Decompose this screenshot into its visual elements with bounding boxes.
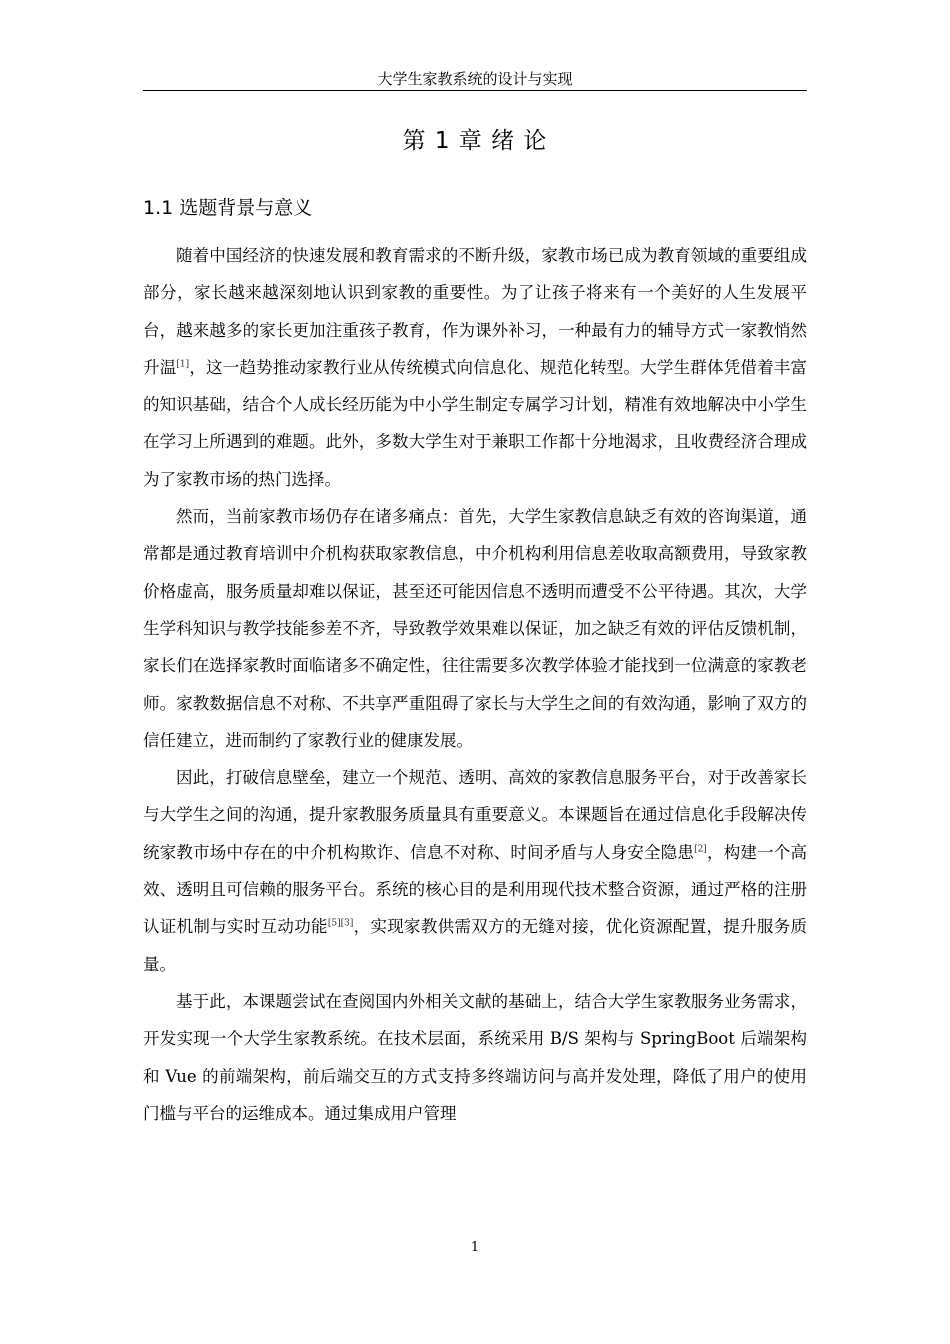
paragraph-4: 基于此，本课题尝试在查阅国内外相关文献的基础上，结合大学生家教服务业务需求，开发实现一个大学生家教系统。在技术层面，系统采用 B/S 架构与 SpringBoot 后端架构和 Vue 的前端架构，前后端交互的方式支持多终端访问与高并发处理，降低了用户的使用门槛与平台的运维成本。通过集成用户管理 bbox=[143, 991, 807, 1123]
chapter-title: 第 1 章 绪 论 bbox=[402, 128, 548, 154]
paragraph-2: 然而，当前家教市场仍存在诸多痛点：首先，大学生家教信息缺乏有效的咨询渠道，通常都是通过教育培训中介机构获取家教信息，中介机构利用信息差收取高额费用，导致家教价格虚高，服务质量却难以保证，甚至还可能因信息不透明而遭受不公平待遇。其次，大学生学科知识与教学技能参差不齐，导致教学效果难以保证，加之缺乏有效的评估反馈机制，家长们在选择家教时面临诸多不确定性，往往需要多次教学体验才能找到一位满意的家教老师。家教数据信息不对称、不共享严重阻碍了家长与大学生之间的有效沟通，影响了双方的信任建立，进而制约了家教行业的健康发展。 bbox=[143, 507, 807, 750]
citation: [5][3] bbox=[327, 918, 354, 929]
running-header: 大学生家教系统的设计与实现 bbox=[143, 68, 807, 91]
section-heading: 1.1 选题背景与意义 bbox=[143, 197, 313, 219]
page-number: 1 bbox=[470, 1240, 480, 1255]
citation: [2] bbox=[694, 844, 707, 855]
paragraph-3: 因此，打破信息壁垒，建立一个规范、透明、高效的家教信息服务平台，对于改善家长与大学生之间的沟通，提升家教服务质量具有重要意义。本课题旨在通过信息化手段解决传统家教市场中存在的中介机构欺诈、信息不对称、时间矛盾与人身安全隐患[2]，构建一个高效、透明且可信赖的服务平台。系统的核心目的是利用现代技术整合资源，通过严格的注册认证机制与实时互动功能[5][3]，实现家教供需双方的无缝对接，优化资源配置，提升服务质量。 bbox=[143, 768, 808, 974]
citation: [1] bbox=[176, 359, 190, 370]
body-text bbox=[143, 237, 807, 1132]
paragraph-1: 随着中国经济的快速发展和教育需求的不断升级，家教市场已成为教育领域的重要组成部分，家长越来越深刻地认识到家教的重要性。为了让孩子将来有一个美好的人生发展平台，越来越多的家长更加注重孩子教育，作为课外补习，一种最有力的辅导方式一家教悄然升温[1]，这一趋势推动家教行业从传统模式向信息化、规范化转型。大学生群体凭借着丰富的知识基础，结合个人成长经历能为中小学生制定专属学习计划，精准有效地解决中小学生在学习上所遇到的难题。此外，多数大学生对于兼职工作都十分地渴求，且收费经济合理成为了家教市场的热门选择。 bbox=[143, 246, 808, 489]
